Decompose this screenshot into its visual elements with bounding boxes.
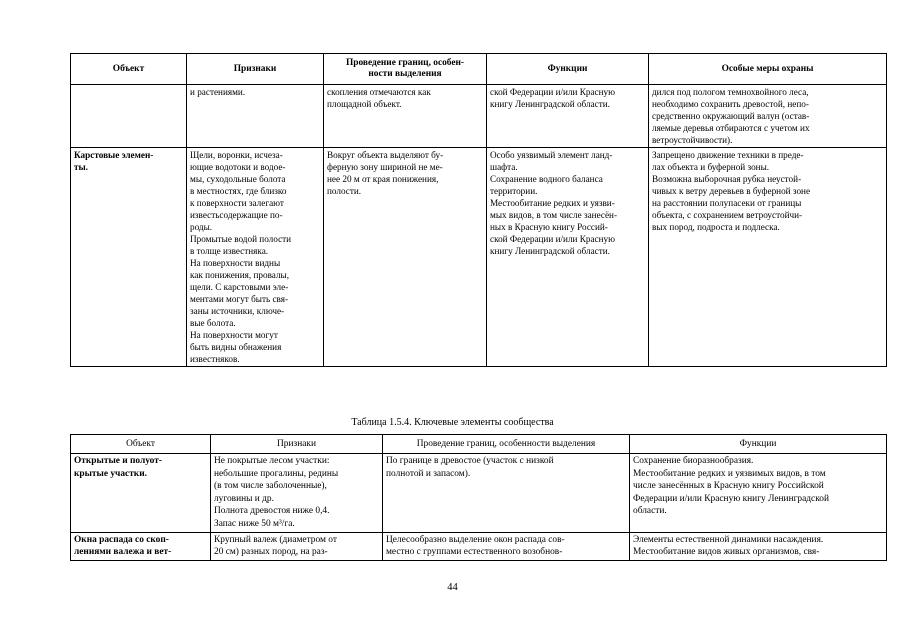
cell-text-line: быть видны обнажения — [190, 342, 282, 352]
cell-text-line: Полнота древостоя ниже 0,4. — [214, 506, 330, 517]
cell-text-line: Сохранение водного баланса — [490, 174, 603, 184]
cell-text-line: средственно окружающий валун (остав- — [652, 111, 810, 121]
cell-text-line: (в том числе заболоченные), — [214, 481, 327, 492]
cell-text-line: Вокруг объекта выделяют бу- — [327, 150, 444, 160]
cell-text-line: нее 20 м от края понижения, — [327, 174, 439, 184]
cell-text-line: Местообитание видов живых организмов, свя- — [633, 547, 820, 558]
cell-text-line: ветроустойчивости). — [652, 135, 733, 145]
cell-text-line: лениями валежа и вет- — [74, 547, 172, 558]
page-number: 44 — [447, 582, 458, 593]
cell-text-line: площадной объект. — [327, 99, 402, 109]
cell-signs — [187, 148, 324, 367]
cell-object — [71, 148, 187, 367]
cell-text-line: ской Федерации и/или Красную — [490, 87, 616, 97]
header-object: Объект — [71, 435, 211, 454]
cell-functions — [487, 85, 649, 148]
cell-functions — [630, 532, 887, 560]
table-row — [71, 85, 887, 148]
cell-text-line: Местообитание редких и уязвимых видов, в том — [633, 468, 826, 479]
cell-text-line: известьсодержащие по- — [190, 210, 283, 220]
header-borders: Проведение границ, особен- ности выделения — [324, 54, 487, 85]
cell-text-line: книгу Ленинградской области. — [490, 99, 610, 109]
cell-object — [71, 532, 211, 560]
cell-text-line: Элементы естественной динамики насаждения. — [633, 534, 824, 545]
cell-text-line: полнотой и запасом). — [386, 468, 471, 479]
cell-text-line: щели. С карстовыми эле- — [190, 282, 289, 292]
cell-text-line: ющие водотоки и водое- — [190, 162, 286, 172]
cell-text-line: крытые участки. — [74, 468, 147, 479]
cell-text-line: объекта, с сохранением ветроустойчи- — [652, 210, 803, 220]
header-object: Объект — [71, 54, 187, 85]
header-signs: Признаки — [211, 435, 383, 454]
cell-text-line: лах объекта и буферной зоны. — [652, 162, 770, 172]
cell-text-line: на расстоянии полупасеки от границы — [652, 198, 802, 208]
cell-text-line: Карстовые элемен- — [74, 150, 154, 160]
cell-text-line: местно с группами естественного возобнов- — [386, 547, 563, 558]
table-row — [71, 532, 887, 560]
cell-text-line: Запас ниже 50 м³/га. — [214, 518, 295, 529]
cell-text-line: известняков. — [190, 354, 240, 364]
cell-borders — [383, 454, 630, 533]
cell-signs — [187, 85, 324, 148]
header-functions: Функции — [630, 435, 887, 454]
cell-text-line: На поверхности видны — [190, 258, 281, 268]
cell-text-line: Не покрытые лесом участки: — [214, 456, 330, 466]
cell-borders — [383, 532, 630, 560]
cell-text-line: мы, суходольные болота — [190, 174, 286, 184]
cell-text-line: Местообитание редких и уязви- — [490, 198, 615, 208]
header-measures: Особые меры охраны — [649, 54, 887, 85]
cell-text-line: Целесообразно выделение окон распада сов- — [386, 534, 565, 545]
cell-text-line: Окна распада со скоп- — [74, 534, 169, 545]
cell-text-line: роды. — [190, 222, 213, 232]
cell-functions — [487, 148, 649, 367]
cell-text-line: Щели, воронки, исчеза- — [190, 150, 283, 160]
cell-text-line: небольшие прогалины, редины — [214, 468, 339, 479]
cell-text-line: луговины и др. — [214, 493, 274, 504]
cell-text-line: Крупный валеж (диаметром от — [214, 534, 337, 545]
cell-text-line: 20 см) разных пород, на раз- — [214, 547, 328, 558]
cell-text-line: шафта. — [490, 162, 518, 172]
cell-text-line: Сохранение биоразнообразия. — [633, 456, 754, 466]
cell-measures — [649, 148, 887, 367]
cell-text-line: полости. — [327, 186, 362, 196]
cell-text-line: ты. — [74, 162, 88, 172]
cell-object — [71, 454, 211, 533]
table-row — [71, 454, 887, 533]
cell-text-line: как понижения, провалы, — [190, 270, 289, 280]
table-community-key-elements — [70, 434, 887, 561]
cell-text-line: вых пород, подроста и подлеска. — [652, 222, 780, 232]
cell-text-line: чивых к ветру деревьев в буферной зоне — [652, 186, 811, 196]
cell-text-line: территории. — [490, 186, 538, 196]
cell-text-line: скопления отмечаются как — [327, 87, 431, 97]
cell-text-line: ферную зону шириной не ме- — [327, 162, 443, 172]
cell-text-line: вые болота. — [190, 318, 236, 328]
cell-text-line: заны источники, ключе- — [190, 306, 285, 316]
cell-text-line: числе занесённых в Красную книгу Российской — [633, 481, 824, 492]
table-row — [71, 148, 887, 367]
cell-text-line: области. — [633, 506, 667, 517]
cell-text-line: ментами могут быть свя- — [190, 294, 289, 304]
cell-text-line: и растениями. — [190, 87, 246, 97]
cell-object — [71, 85, 187, 148]
cell-signs — [211, 532, 383, 560]
cell-signs — [211, 454, 383, 533]
table-object-signs-measures — [70, 53, 887, 367]
cell-text-line: Федерации и/или Красную книгу Ленинградской — [633, 493, 829, 504]
cell-text-line: к поверхности залегают — [190, 198, 284, 208]
cell-borders — [324, 85, 487, 148]
cell-text-line: Запрещено движение техники в преде- — [652, 150, 804, 160]
cell-text-line: По границе в древостое (участок с низкой — [386, 456, 554, 466]
header-functions: Функции — [487, 54, 649, 85]
cell-text-line: в толще известняка. — [190, 246, 269, 256]
table-header-row — [71, 435, 887, 454]
cell-text-line: Промытые водой полости — [190, 234, 292, 244]
cell-text-line: На поверхности могут — [190, 330, 278, 340]
cell-functions — [630, 454, 887, 533]
cell-text-line: мых видов, в том числе занесён- — [490, 210, 618, 220]
cell-text-line: в местностях, где близко — [190, 186, 287, 196]
header-borders: Проведение границ, особенности выделения — [383, 435, 630, 454]
cell-text-line: ской Федерации и/или Красную — [490, 234, 616, 244]
cell-text-line: ляемые деревья отбираются с учетом их — [652, 123, 810, 133]
cell-text-line: книгу Ленинградской области. — [490, 246, 610, 256]
cell-text-line: дился под пологом темнохвойного леса, — [652, 87, 809, 97]
header-signs: Признаки — [187, 54, 324, 85]
cell-text-line: Особо уязвимый элемент ланд- — [490, 150, 613, 160]
table-header-row — [71, 54, 887, 85]
table-caption: Таблица 1.5.4. Ключевые элементы сообщества — [351, 417, 554, 428]
cell-text-line: необходимо сохранить древостой, непо- — [652, 99, 809, 109]
cell-text-line: ных в Красную книгу Россий- — [490, 222, 608, 232]
cell-text-line: Возможна выборочная рубка неустой- — [652, 174, 802, 184]
cell-text-line: Открытые и полуот- — [74, 456, 162, 466]
cell-measures — [649, 85, 887, 148]
cell-borders — [324, 148, 487, 367]
